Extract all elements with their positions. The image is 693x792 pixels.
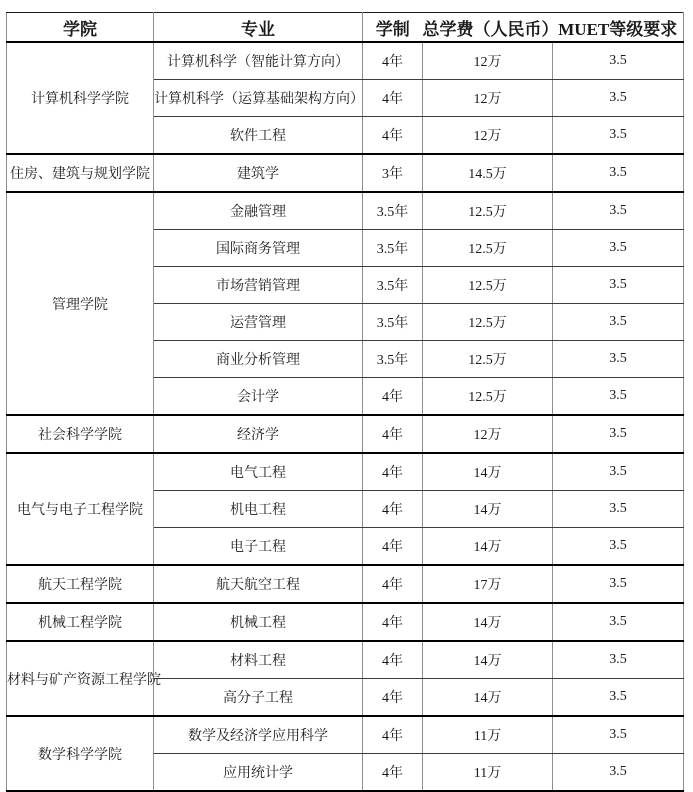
muet-cell: 3.5 [553,192,684,230]
major-cell: 航天航空工程 [154,565,363,603]
tuition-cell: 12.5万 [423,192,553,230]
muet-cell: 3.5 [553,267,684,304]
tuition-cell: 11万 [423,754,553,792]
tuition-cell: 12.5万 [423,304,553,341]
muet-cell: 3.5 [553,754,684,792]
muet-cell: 3.5 [553,154,684,192]
tuition-cell: 12万 [423,415,553,453]
major-cell: 材料工程 [154,641,363,679]
tuition-cell: 14万 [423,603,553,641]
muet-cell: 3.5 [553,415,684,453]
duration-cell: 4年 [363,565,423,603]
table-row [7,192,684,230]
college-cell: 电气与电子工程学院 [7,453,154,565]
muet-cell: 3.5 [553,117,684,155]
college-cell: 数学科学学院 [7,716,154,791]
duration-cell: 3.5年 [363,341,423,378]
major-cell: 商业分析管理 [154,341,363,378]
col-header-duration: 学制 [363,13,423,43]
tuition-table-container [6,12,684,792]
duration-cell: 4年 [363,117,423,155]
duration-cell: 4年 [363,491,423,528]
duration-cell: 4年 [363,415,423,453]
major-cell: 应用统计学 [154,754,363,792]
table-row [7,603,684,641]
major-cell: 计算机科学（运算基础架构方向） [154,80,363,117]
muet-cell: 3.5 [553,304,684,341]
college-cell: 航天工程学院 [7,565,154,603]
muet-cell: 3.5 [553,378,684,416]
muet-cell: 3.5 [553,716,684,754]
major-cell: 运营管理 [154,304,363,341]
table-row [7,42,684,80]
major-cell: 经济学 [154,415,363,453]
tuition-cell: 14.5万 [423,154,553,192]
duration-cell: 4年 [363,42,423,80]
duration-cell: 4年 [363,378,423,416]
muet-cell: 3.5 [553,641,684,679]
duration-cell: 4年 [363,528,423,566]
tuition-cell: 14万 [423,679,553,717]
muet-cell: 3.5 [553,491,684,528]
duration-cell: 3.5年 [363,230,423,267]
tuition-cell: 14万 [423,528,553,566]
duration-cell: 3年 [363,154,423,192]
tuition-cell: 12.5万 [423,230,553,267]
major-cell: 会计学 [154,378,363,416]
tuition-cell: 12万 [423,117,553,155]
muet-cell: 3.5 [553,528,684,566]
col-header-college: 学院 [7,13,154,43]
table-row [7,453,684,491]
major-cell: 国际商务管理 [154,230,363,267]
duration-cell: 4年 [363,754,423,792]
duration-cell: 3.5年 [363,267,423,304]
table-row [7,154,684,192]
table-row [7,415,684,453]
tuition-cell: 11万 [423,716,553,754]
duration-cell: 4年 [363,603,423,641]
muet-cell: 3.5 [553,565,684,603]
col-header-major: 专业 [154,13,363,43]
duration-cell: 4年 [363,716,423,754]
tuition-cell: 12.5万 [423,378,553,416]
major-cell: 电子工程 [154,528,363,566]
major-cell: 高分子工程 [154,679,363,717]
muet-cell: 3.5 [553,679,684,717]
tuition-cell: 14万 [423,453,553,491]
major-cell: 金融管理 [154,192,363,230]
major-cell: 建筑学 [154,154,363,192]
tuition-cell: 12.5万 [423,341,553,378]
table-row [7,716,684,754]
tuition-table [6,12,684,792]
major-cell: 电气工程 [154,453,363,491]
table-row [7,641,684,679]
college-cell: 材料与矿产资源工程学院 [7,641,154,716]
muet-cell: 3.5 [553,42,684,80]
major-cell: 软件工程 [154,117,363,155]
muet-cell: 3.5 [553,603,684,641]
tuition-cell: 12.5万 [423,267,553,304]
tuition-cell: 14万 [423,641,553,679]
col-header-tuition: 总学费（人民币） [423,13,553,43]
muet-cell: 3.5 [553,230,684,267]
col-header-muet: MUET等级要求 [553,13,684,43]
major-cell: 机电工程 [154,491,363,528]
muet-cell: 3.5 [553,453,684,491]
duration-cell: 4年 [363,453,423,491]
major-cell: 市场营销管理 [154,267,363,304]
major-cell: 计算机科学（智能计算方向） [154,42,363,80]
duration-cell: 4年 [363,641,423,679]
duration-cell: 4年 [363,80,423,117]
college-cell: 计算机科学学院 [7,42,154,154]
major-cell: 数学及经济学应用科学 [154,716,363,754]
table-header-row [7,13,684,43]
table-row [7,565,684,603]
tuition-cell: 12万 [423,80,553,117]
duration-cell: 3.5年 [363,304,423,341]
tuition-cell: 14万 [423,491,553,528]
tuition-cell: 12万 [423,42,553,80]
college-cell: 机械工程学院 [7,603,154,641]
duration-cell: 3.5年 [363,192,423,230]
muet-cell: 3.5 [553,341,684,378]
duration-cell: 4年 [363,679,423,717]
muet-cell: 3.5 [553,80,684,117]
college-cell: 管理学院 [7,192,154,415]
college-cell: 社会科学学院 [7,415,154,453]
major-cell: 机械工程 [154,603,363,641]
college-cell: 住房、建筑与规划学院 [7,154,154,192]
tuition-cell: 17万 [423,565,553,603]
